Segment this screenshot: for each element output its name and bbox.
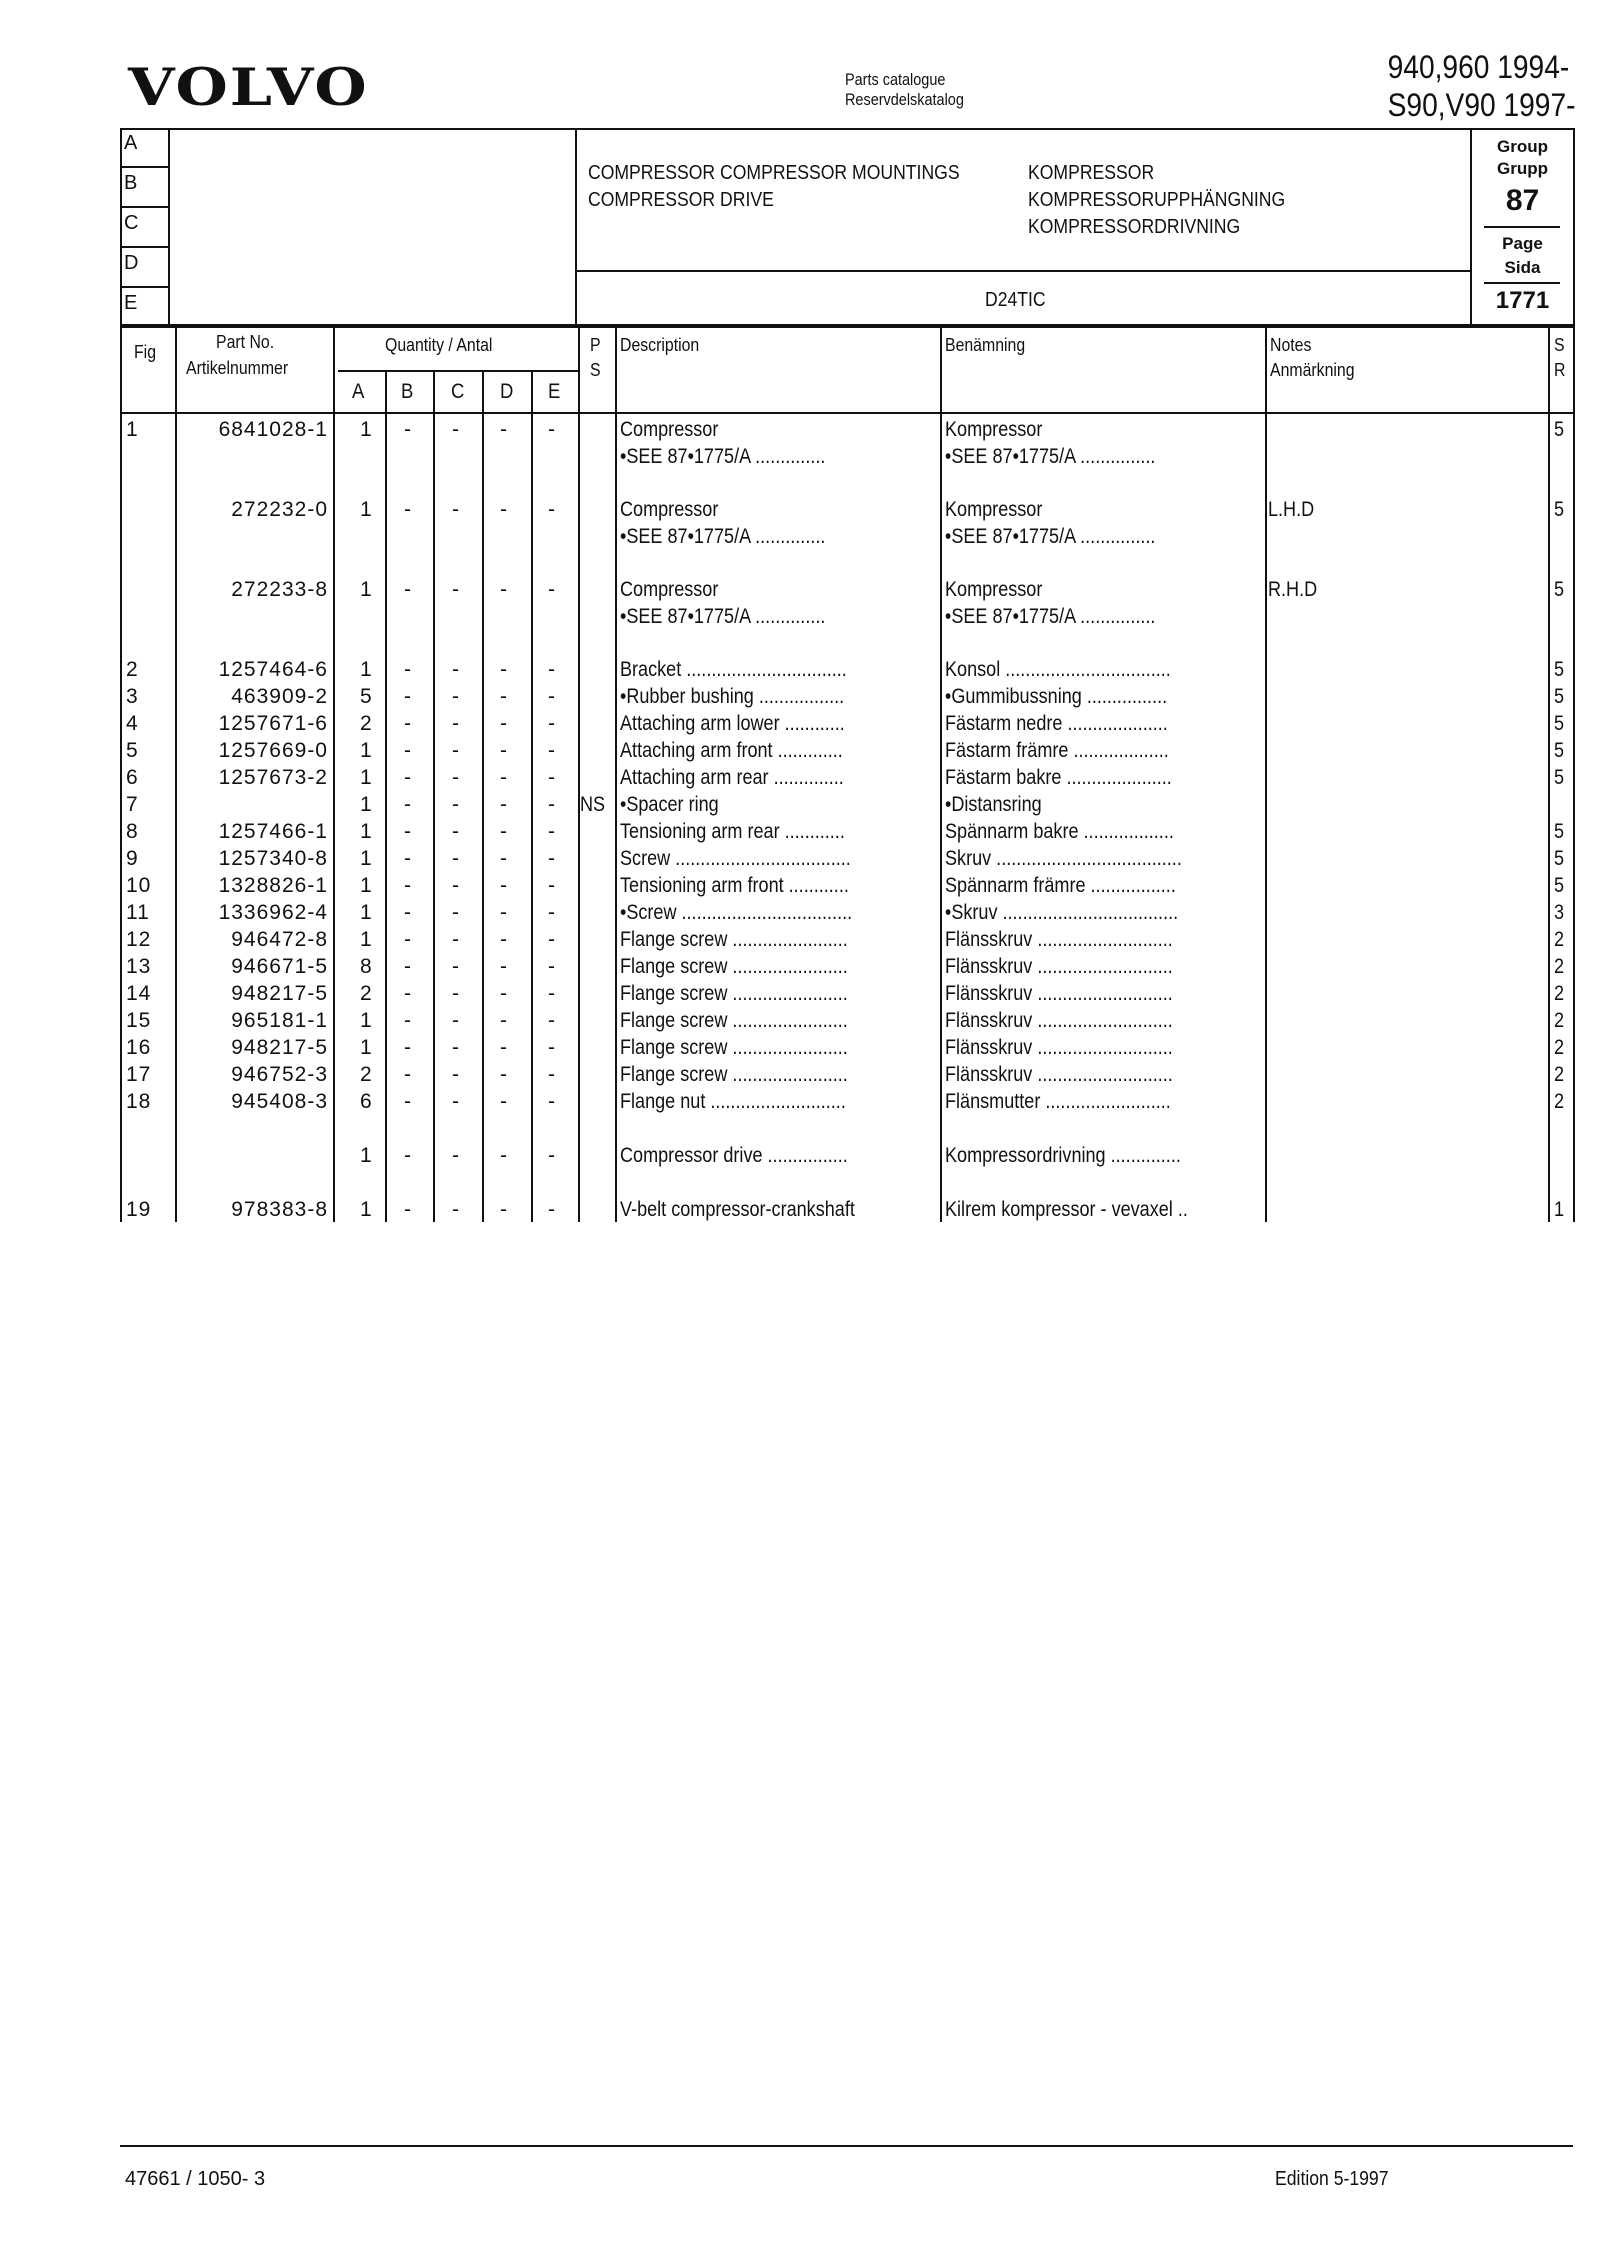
quantity-cell: 1 (360, 658, 373, 681)
quantity-cell: - (500, 901, 508, 924)
col-part-no-sv: Artikelnummer (186, 358, 289, 378)
description-cell: Bracket ................................ (620, 658, 847, 681)
quantity-cell: 1 (360, 1144, 373, 1167)
title-sv (1028, 160, 1285, 241)
part-number-cell: 945408-3 (231, 1090, 328, 1113)
part-number-cell: 1257340-8 (218, 847, 328, 870)
fig-cell: 16 (126, 1036, 152, 1059)
sr-cell: 5 (1554, 739, 1565, 762)
col-description: Description (620, 335, 700, 355)
quantity-cell: - (452, 1063, 460, 1086)
title-en (588, 160, 960, 214)
quantity-cell: - (404, 1198, 412, 1221)
quantity-cell: - (500, 418, 508, 441)
quantity-cell: - (404, 793, 412, 816)
engine-code: D24TIC (985, 289, 1046, 311)
quantity-cell: - (452, 1090, 460, 1113)
quantity-cell: - (452, 578, 460, 601)
variant-a: A (124, 132, 138, 154)
quantity-cell: - (452, 928, 460, 951)
description-cell: Compressor (620, 498, 719, 521)
title-sv-2: KOMPRESSORUPPHÄNGNING (1028, 189, 1286, 211)
description-cell: Compressor (620, 578, 719, 601)
quantity-cell: 1 (360, 793, 373, 816)
col-notes-sv: Anmärkning (1270, 360, 1355, 380)
description-cell: Flange screw ....................... (620, 928, 848, 951)
title-sv-1: KOMPRESSOR (1028, 162, 1155, 184)
fig-cell: 7 (126, 793, 139, 816)
quantity-cell: - (452, 847, 460, 870)
col-fig: Fig (134, 342, 157, 362)
quantity-cell: - (404, 847, 412, 870)
part-number-cell: 978383-8 (231, 1198, 328, 1221)
description-cell: Flange screw ....................... (620, 982, 848, 1005)
quantity-cell: - (404, 928, 412, 951)
part-number-cell: 946472-8 (231, 928, 328, 951)
quantity-cell: - (500, 1063, 508, 1086)
catalog-title-en: Parts catalogue (845, 70, 946, 89)
quantity-cell: 2 (360, 982, 373, 1005)
quantity-cell: - (404, 1009, 412, 1032)
ps-cell: NS (580, 793, 606, 816)
benamning-cell: Flänsskruv ........................... (945, 1036, 1173, 1059)
quantity-cell: - (404, 685, 412, 708)
quantity-cell: - (500, 712, 508, 735)
page-label: Page Sida (1502, 234, 1543, 277)
quantity-cell: - (548, 712, 556, 735)
title-en-2: COMPRESSOR DRIVE (588, 189, 774, 211)
benamning-cell: Skruv ..................................... (945, 847, 1182, 870)
sr-cell: 5 (1554, 685, 1565, 708)
quantity-cell: - (404, 739, 412, 762)
sr-cell: 5 (1554, 658, 1565, 681)
fig-cell: 5 (126, 739, 139, 762)
quantity-cell: - (500, 1036, 508, 1059)
sr-cell: 5 (1554, 766, 1565, 789)
col-quantity: Quantity / Antal (385, 335, 493, 355)
part-number-cell: 1257671-6 (218, 712, 328, 735)
quantity-cell: - (500, 982, 508, 1005)
quantity-cell: - (500, 874, 508, 897)
quantity-cell: - (548, 928, 556, 951)
sr-cell: 5 (1554, 847, 1565, 870)
description-cell: Attaching arm lower ............ (620, 712, 845, 735)
benamning-cell: Spännarm bakre .................. (945, 820, 1174, 843)
fig-cell: 2 (126, 658, 139, 681)
quantity-cell: 1 (360, 578, 373, 601)
quantity-cell: 1 (360, 847, 373, 870)
benamning-cell: Spännarm främre ................. (945, 874, 1176, 897)
sr-cell: 2 (1554, 1063, 1565, 1086)
fig-cell: 11 (126, 901, 150, 924)
description-cell: •Screw .................................. (620, 901, 853, 924)
quantity-cell: - (452, 658, 460, 681)
quantity-cell: - (404, 766, 412, 789)
sr-cell: 2 (1554, 982, 1565, 1005)
description-cell: Compressor drive ................ (620, 1144, 848, 1167)
sr-cell: 5 (1554, 418, 1565, 441)
title-sv-3: KOMPRESSORDRIVNING (1028, 216, 1241, 238)
quantity-cell: - (548, 766, 556, 789)
variant-d: D (124, 252, 139, 274)
benamning-cell: Kompressor (945, 498, 1043, 521)
variant-c: C (124, 212, 139, 234)
col-sr-r: R (1554, 360, 1566, 380)
part-number-cell: 1257669-0 (218, 739, 328, 762)
quantity-cell: - (548, 1063, 556, 1086)
quantity-cell: 1 (360, 1036, 373, 1059)
quantity-cell: - (548, 1090, 556, 1113)
benamning-cell: Fästarm nedre .................... (945, 712, 1168, 735)
benamning-ref-cell: •SEE 87•1775/A ............... (945, 605, 1156, 628)
fig-cell: 12 (126, 928, 152, 951)
fig-cell: 4 (126, 712, 139, 735)
col-part-no: Part No. (216, 332, 275, 352)
description-cell: Attaching arm front ............. (620, 739, 843, 762)
quantity-cell: - (404, 712, 412, 735)
part-number-cell: 1257464-6 (218, 658, 328, 681)
quantity-cell: 1 (360, 928, 373, 951)
notes-cell: R.H.D (1268, 578, 1318, 601)
page-number: 1771 (1495, 287, 1550, 314)
quantity-cell: - (500, 498, 508, 521)
fig-cell: 15 (126, 1009, 152, 1032)
description-cell: Screw ................................... (620, 847, 851, 870)
model-range-1: 940,960 1994- (1387, 49, 1569, 85)
group-number: 87 (1505, 184, 1540, 217)
part-number-cell: 946752-3 (231, 1063, 328, 1086)
quantity-cell: - (452, 685, 460, 708)
benamning-cell: Kompressordrivning .............. (945, 1144, 1181, 1167)
qty-col-d: D (500, 380, 514, 403)
part-number-cell: 272233-8 (231, 578, 328, 601)
quantity-cell: - (404, 955, 412, 978)
quantity-cell: - (500, 1198, 508, 1221)
quantity-cell: - (404, 1090, 412, 1113)
benamning-cell: Flänsskruv ........................... (945, 982, 1173, 1005)
part-number-cell: 1328826-1 (218, 874, 328, 897)
benamning-cell: Kompressor (945, 418, 1043, 441)
quantity-cell: - (500, 793, 508, 816)
quantity-cell: 1 (360, 874, 373, 897)
quantity-cell: 2 (360, 1063, 373, 1086)
quantity-cell: 1 (360, 739, 373, 762)
quantity-cell: - (452, 766, 460, 789)
fig-cell: 6 (126, 766, 139, 789)
benamning-ref-cell: •SEE 87•1775/A ............... (945, 445, 1156, 468)
quantity-cell: - (404, 498, 412, 521)
description-cell: V-belt compressor-crankshaft (620, 1198, 855, 1221)
quantity-cell: - (548, 982, 556, 1005)
sr-cell: 2 (1554, 1009, 1565, 1032)
header-box (120, 128, 1575, 326)
description-cell: Flange screw ....................... (620, 1036, 848, 1059)
sr-cell: 5 (1554, 874, 1565, 897)
qty-col-c: C (451, 380, 465, 403)
quantity-cell: - (548, 793, 556, 816)
quantity-cell: - (452, 498, 460, 521)
quantity-cell: - (548, 847, 556, 870)
title-en-1: COMPRESSOR COMPRESSOR MOUNTINGS (588, 162, 960, 184)
quantity-cell: - (452, 1198, 460, 1221)
quantity-cell: - (404, 1063, 412, 1086)
group-label: Group Grupp (1497, 137, 1548, 178)
description-ref-cell: •SEE 87•1775/A .............. (620, 605, 826, 628)
fig-cell: 14 (126, 982, 152, 1005)
variant-e: E (124, 292, 138, 314)
quantity-cell: 6 (360, 1090, 373, 1113)
description-cell: Flange screw ....................... (620, 1063, 848, 1086)
variant-column (120, 128, 170, 326)
quantity-cell: - (404, 901, 412, 924)
description-ref-cell: •SEE 87•1775/A .............. (620, 525, 826, 548)
quantity-cell: - (548, 1198, 556, 1221)
col-s: S (590, 360, 601, 380)
quantity-cell: - (452, 982, 460, 1005)
part-number-cell: 965181-1 (231, 1009, 328, 1032)
quantity-cell: - (548, 685, 556, 708)
quantity-cell: - (500, 1144, 508, 1167)
benamning-cell: Flänsskruv ........................... (945, 928, 1173, 951)
fig-cell: 8 (126, 820, 139, 843)
notes-cell: L.H.D (1268, 498, 1315, 521)
quantity-cell: - (548, 1144, 556, 1167)
quantity-cell: - (548, 418, 556, 441)
description-cell: Tensioning arm front ............ (620, 874, 849, 897)
quantity-cell: - (500, 1009, 508, 1032)
quantity-cell: - (548, 955, 556, 978)
quantity-cell: 1 (360, 498, 373, 521)
quantity-cell: - (452, 1009, 460, 1032)
quantity-cell: - (548, 1036, 556, 1059)
sr-cell: 2 (1554, 1036, 1565, 1059)
document-number: 47661 / 1050- 3 (125, 2168, 266, 2190)
benamning-cell: Kilrem kompressor - vevaxel .. (945, 1198, 1188, 1221)
quantity-cell: - (548, 1009, 556, 1032)
model-range (1387, 48, 1575, 124)
col-sr-s: S (1554, 335, 1565, 355)
sr-cell: 2 (1554, 928, 1565, 951)
benamning-cell: Fästarm främre ................... (945, 739, 1169, 762)
fig-cell: 10 (126, 874, 152, 897)
benamning-cell: •Distansring (945, 793, 1042, 816)
part-number-cell: 948217-5 (231, 982, 328, 1005)
quantity-cell: - (452, 820, 460, 843)
quantity-cell: - (500, 658, 508, 681)
benamning-cell: Konsol ................................. (945, 658, 1171, 681)
description-cell: •Rubber bushing ................. (620, 685, 845, 708)
part-number-cell: 6841028-1 (218, 418, 328, 441)
model-range-2: S90,V90 1997- (1387, 87, 1575, 123)
brand-logo: VOLVO (128, 58, 369, 118)
benamning-cell: •Skruv ................................... (945, 901, 1179, 924)
variant-b: B (124, 172, 138, 194)
part-number-cell: 1257466-1 (218, 820, 328, 843)
sr-cell: 5 (1554, 712, 1565, 735)
description-cell: •Spacer ring (620, 793, 719, 816)
quantity-cell: - (548, 658, 556, 681)
quantity-cell: - (500, 928, 508, 951)
quantity-cell: - (500, 578, 508, 601)
quantity-cell: - (404, 1144, 412, 1167)
fig-cell: 1 (126, 418, 139, 441)
quantity-cell: - (500, 739, 508, 762)
sr-cell: 2 (1554, 1090, 1565, 1113)
description-cell: Attaching arm rear .............. (620, 766, 844, 789)
fig-cell: 3 (126, 685, 139, 708)
quantity-cell: - (500, 766, 508, 789)
quantity-cell: - (500, 847, 508, 870)
quantity-cell: - (452, 874, 460, 897)
benamning-cell: Flänsskruv ........................... (945, 1009, 1173, 1032)
catalog-title (845, 70, 964, 110)
quantity-cell: 1 (360, 901, 373, 924)
sr-cell: 5 (1554, 820, 1565, 843)
quantity-cell: - (404, 820, 412, 843)
description-ref-cell: •SEE 87•1775/A .............. (620, 445, 826, 468)
part-number-cell: 463909-2 (231, 685, 328, 708)
edition: Edition 5-1997 (1275, 2168, 1389, 2190)
sr-cell: 5 (1554, 578, 1565, 601)
fig-cell: 17 (126, 1063, 152, 1086)
qty-col-a: A (352, 380, 365, 403)
fig-cell: 13 (126, 955, 152, 978)
quantity-cell: - (404, 874, 412, 897)
benamning-cell: Flänsskruv ........................... (945, 955, 1173, 978)
quantity-cell: 1 (360, 1198, 373, 1221)
quantity-cell: - (452, 712, 460, 735)
quantity-cell: - (500, 1090, 508, 1113)
quantity-cell: - (548, 498, 556, 521)
quantity-cell: - (452, 901, 460, 924)
sr-cell: 1 (1554, 1198, 1565, 1221)
quantity-cell: 5 (360, 685, 373, 708)
benamning-cell: Flänsmutter ......................... (945, 1090, 1171, 1113)
quantity-cell: - (500, 685, 508, 708)
quantity-cell: - (548, 578, 556, 601)
quantity-cell: 8 (360, 955, 373, 978)
benamning-ref-cell: •SEE 87•1775/A ............... (945, 525, 1156, 548)
quantity-cell: - (452, 793, 460, 816)
benamning-cell: •Gummibussning ................ (945, 685, 1168, 708)
quantity-cell: - (452, 1144, 460, 1167)
description-cell: Compressor (620, 418, 719, 441)
col-benamning: Benämning (945, 335, 1026, 355)
quantity-cell: - (452, 1036, 460, 1059)
quantity-cell: - (548, 874, 556, 897)
quantity-cell: - (404, 982, 412, 1005)
quantity-cell: 1 (360, 418, 373, 441)
quantity-cell: - (452, 418, 460, 441)
benamning-cell: Flänsskruv ........................... (945, 1063, 1173, 1086)
qty-col-e: E (548, 380, 561, 403)
part-number-cell: 272232-0 (231, 498, 328, 521)
quantity-cell: - (500, 820, 508, 843)
part-number-cell: 946671-5 (231, 955, 328, 978)
fig-cell: 19 (126, 1198, 152, 1221)
col-notes: Notes (1270, 335, 1312, 355)
quantity-cell: - (404, 578, 412, 601)
description-cell: Tensioning arm rear ............ (620, 820, 845, 843)
quantity-cell: 2 (360, 712, 373, 735)
quantity-cell: - (548, 820, 556, 843)
description-cell: Flange screw ....................... (620, 955, 848, 978)
quantity-cell: 1 (360, 766, 373, 789)
quantity-cell: 1 (360, 820, 373, 843)
sr-cell: 5 (1554, 498, 1565, 521)
quantity-cell: - (500, 955, 508, 978)
fig-cell: 18 (126, 1090, 152, 1113)
fig-cell: 9 (126, 847, 139, 870)
description-cell: Flange nut ........................... (620, 1090, 846, 1113)
part-number-cell: 1336962-4 (218, 901, 328, 924)
description-cell: Flange screw ....................... (620, 1009, 848, 1032)
sr-cell: 2 (1554, 955, 1565, 978)
part-number-cell: 948217-5 (231, 1036, 328, 1059)
col-p: P (590, 335, 601, 355)
quantity-cell: - (404, 658, 412, 681)
part-number-cell: 1257673-2 (218, 766, 328, 789)
quantity-cell: 1 (360, 1009, 373, 1032)
catalog-title-sv: Reservdelskatalog (845, 90, 964, 109)
quantity-cell: - (452, 955, 460, 978)
benamning-cell: Fästarm bakre ..................... (945, 766, 1172, 789)
benamning-cell: Kompressor (945, 578, 1043, 601)
quantity-cell: - (404, 418, 412, 441)
quantity-cell: - (452, 739, 460, 762)
quantity-cell: - (548, 901, 556, 924)
sr-cell: 3 (1554, 901, 1565, 924)
quantity-cell: - (548, 739, 556, 762)
qty-col-b: B (401, 380, 414, 403)
quantity-cell: - (404, 1036, 412, 1059)
